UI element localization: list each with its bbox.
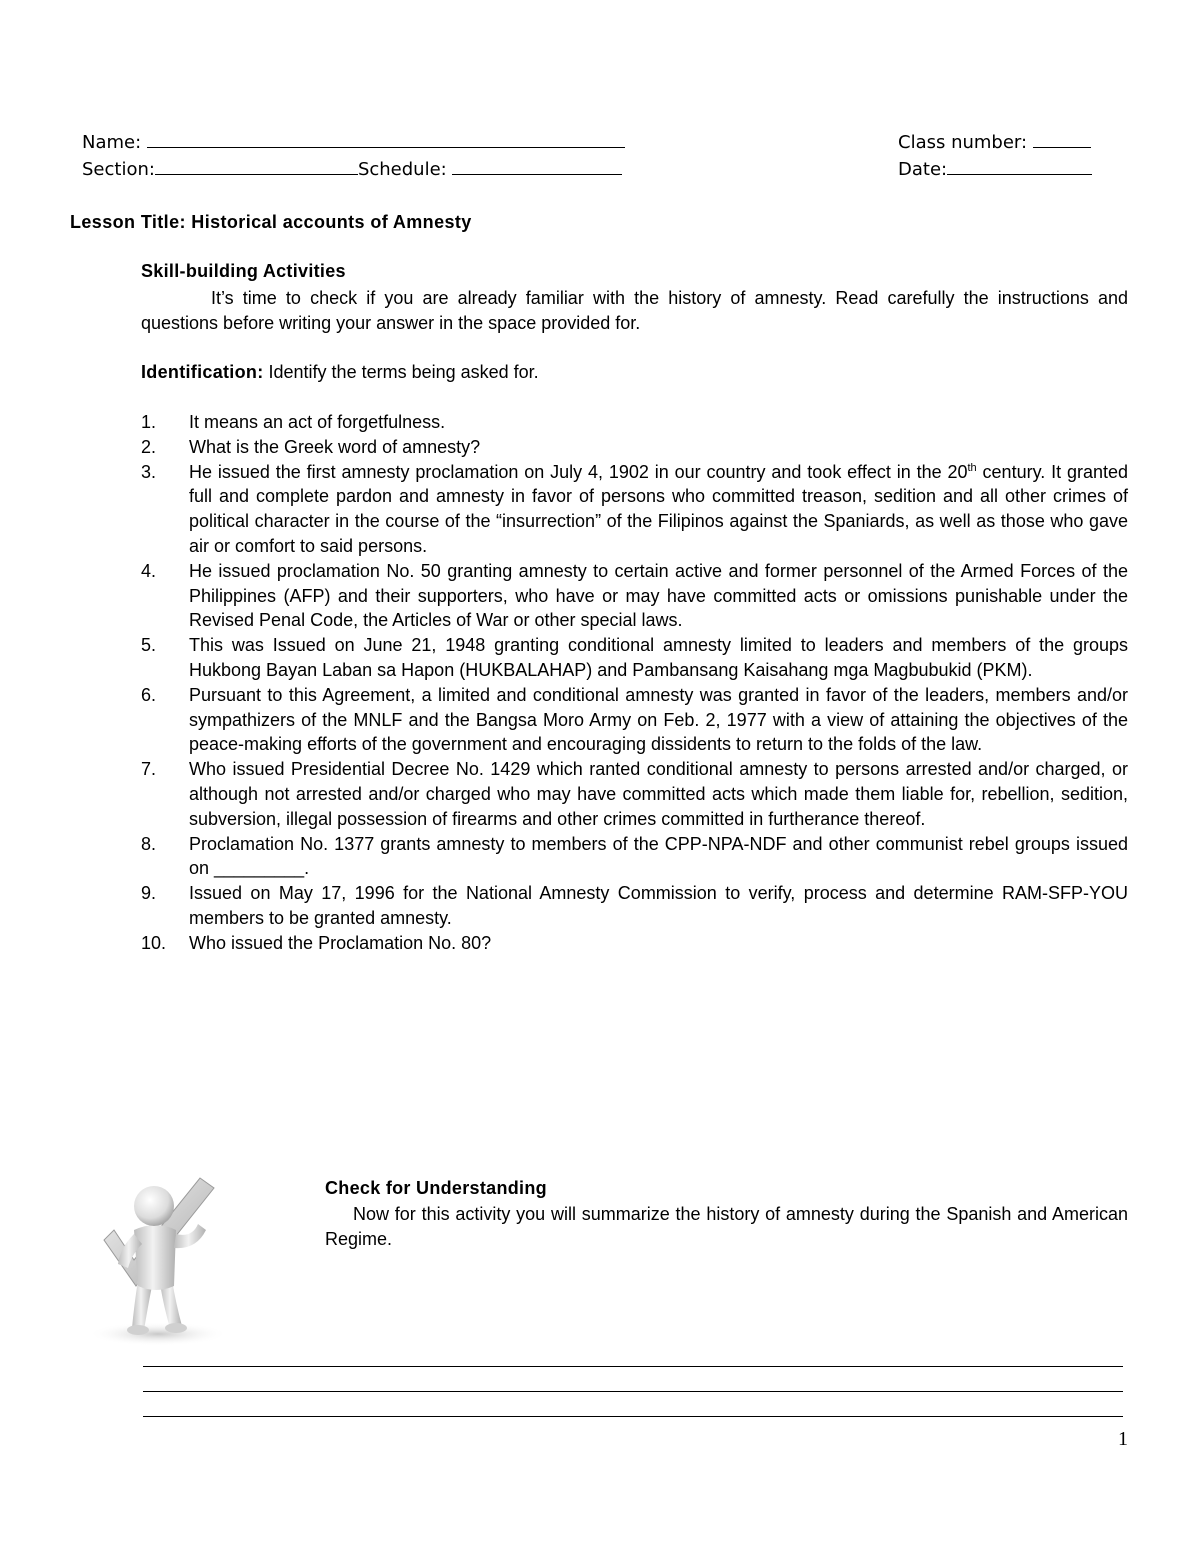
- answer-line[interactable]: [143, 1366, 1123, 1367]
- question-number: 2.: [141, 436, 157, 457]
- section-blank[interactable]: [155, 158, 358, 175]
- question-item: [141, 633, 1128, 683]
- question-item: [141, 410, 1128, 435]
- lesson-title: Lesson Title: Historical accounts of Amnesty: [70, 212, 472, 232]
- skill-building-intro: [141, 286, 1128, 336]
- question-text: Issued on May 17, 1996 for the National Amnesty Commission to verify, process and determine RAM-SFP-YOU members to be granted amnesty.: [189, 883, 1128, 928]
- schedule-blank[interactable]: [452, 158, 622, 175]
- question-item: [141, 559, 1128, 633]
- answer-line[interactable]: [143, 1391, 1123, 1392]
- page-number: 1: [1118, 1428, 1128, 1450]
- question-text: Who issued the Proclamation No. 80?: [189, 932, 492, 953]
- question-text: Who issued Presidential Decree No. 1429 which ranted conditional amnesty to persons arrested and/or charged, or although not arrested and/or charged who may have committed acts which made them liable for, rebellion, sedition, subversion, illegal possession of firearms and other crimes committed in furtherance thereof.: [189, 759, 1128, 829]
- question-number: 6.: [141, 684, 157, 705]
- question-number: 4.: [141, 560, 157, 581]
- question-text: What is the Greek word of amnesty?: [189, 436, 481, 457]
- name-blank[interactable]: [147, 131, 625, 148]
- name-label: Name:: [82, 132, 142, 153]
- question-item: [141, 435, 1128, 460]
- question-item: [141, 832, 1128, 882]
- question-number: 7.: [141, 759, 157, 780]
- question-item: [141, 757, 1128, 831]
- identification-text: Identify the terms being asked for.: [268, 362, 539, 382]
- name-field: [82, 131, 625, 155]
- question-item: [141, 881, 1128, 931]
- check-for-understanding-title: Check for Understanding: [325, 1178, 547, 1198]
- skill-building-intro-text: It’s time to check if you are already familiar with the history of amnesty. Read carefully the instructions and questions before writing your answer in the space provided for.: [141, 288, 1128, 333]
- question-text: Pursuant to this Agreement, a limited and conditional amnesty was granted in favor of the leaders, members and/or sympathizers of the MNLF and the Bangsa Moro Army on Feb. 2, 1977 with a view of attaining the objectives of the peace-making efforts of the government and encouraging dissidents to return to the folds of the law.: [189, 684, 1128, 755]
- question-number: 10.: [141, 932, 167, 953]
- date-field: [898, 158, 1092, 182]
- ordinal-superscript: th: [967, 461, 977, 474]
- question-text: He issued proclamation No. 50 granting amnesty to certain active and former personnel of the Armed Forces of the Philippines (AFP) and their supporters, who have or may have committed acts or omissions punishable under the Revised Penal Code, the Articles of War or other special laws.: [189, 560, 1128, 631]
- question-text-continued: century. It granted full and complete pardon and amnesty in favor of persons who committed treason, sedition and all other crimes of political character in the course of the “insurrection” of the Filipinos against the Spaniards, as well as those who gave air or comfort to said persons.: [189, 461, 1128, 556]
- identification-label: Identification:: [141, 362, 264, 382]
- question-text: This was Issued on June 21, 1948 granting conditional amnesty limited to leaders and members of the groups Hukbong Bayan Laban sa Hapon (HUKBALAHAP) and Pambansang Kaisahang mga Magbubukid (PKM).: [189, 635, 1128, 680]
- question-text: It means an act of forgetfulness.: [189, 412, 446, 432]
- question-number: 3.: [141, 461, 157, 482]
- question-number: 8.: [141, 833, 157, 854]
- check-for-understanding-body: Now for this activity you will summarize the history of amnesty during the Spanish and American Regime.: [325, 1204, 1128, 1249]
- question-number: 5.: [141, 635, 157, 656]
- question-number: 1.: [141, 412, 157, 432]
- identification-instruction: [141, 362, 539, 383]
- question-text: He issued the first amnesty proclamation on July 4, 1902 in our country and took effect in the 20: [189, 461, 968, 482]
- question-item: [141, 931, 1128, 956]
- class-number-blank[interactable]: [1033, 131, 1091, 148]
- question-list: [141, 410, 1128, 956]
- date-label: Date:: [898, 159, 948, 180]
- section-schedule-field: [82, 158, 622, 182]
- check-for-understanding-text: [325, 1202, 1128, 1252]
- person-checkmark-icon: [72, 1168, 242, 1346]
- question-text: Proclamation No. 1377 grants amnesty to members of the CPP-NPA-NDF and other communist rebel groups issued on _________.: [189, 833, 1128, 879]
- skill-building-title: Skill-building Activities: [141, 261, 346, 281]
- question-number: 9.: [141, 883, 157, 904]
- schedule-label: Schedule:: [357, 159, 447, 180]
- class-number-field: [898, 131, 1091, 155]
- section-label: Section:: [82, 159, 155, 180]
- question-item: [141, 460, 1128, 559]
- answer-line[interactable]: [143, 1416, 1123, 1417]
- question-item: [141, 683, 1128, 757]
- date-blank[interactable]: [947, 158, 1092, 175]
- class-number-label: Class number:: [898, 132, 1028, 153]
